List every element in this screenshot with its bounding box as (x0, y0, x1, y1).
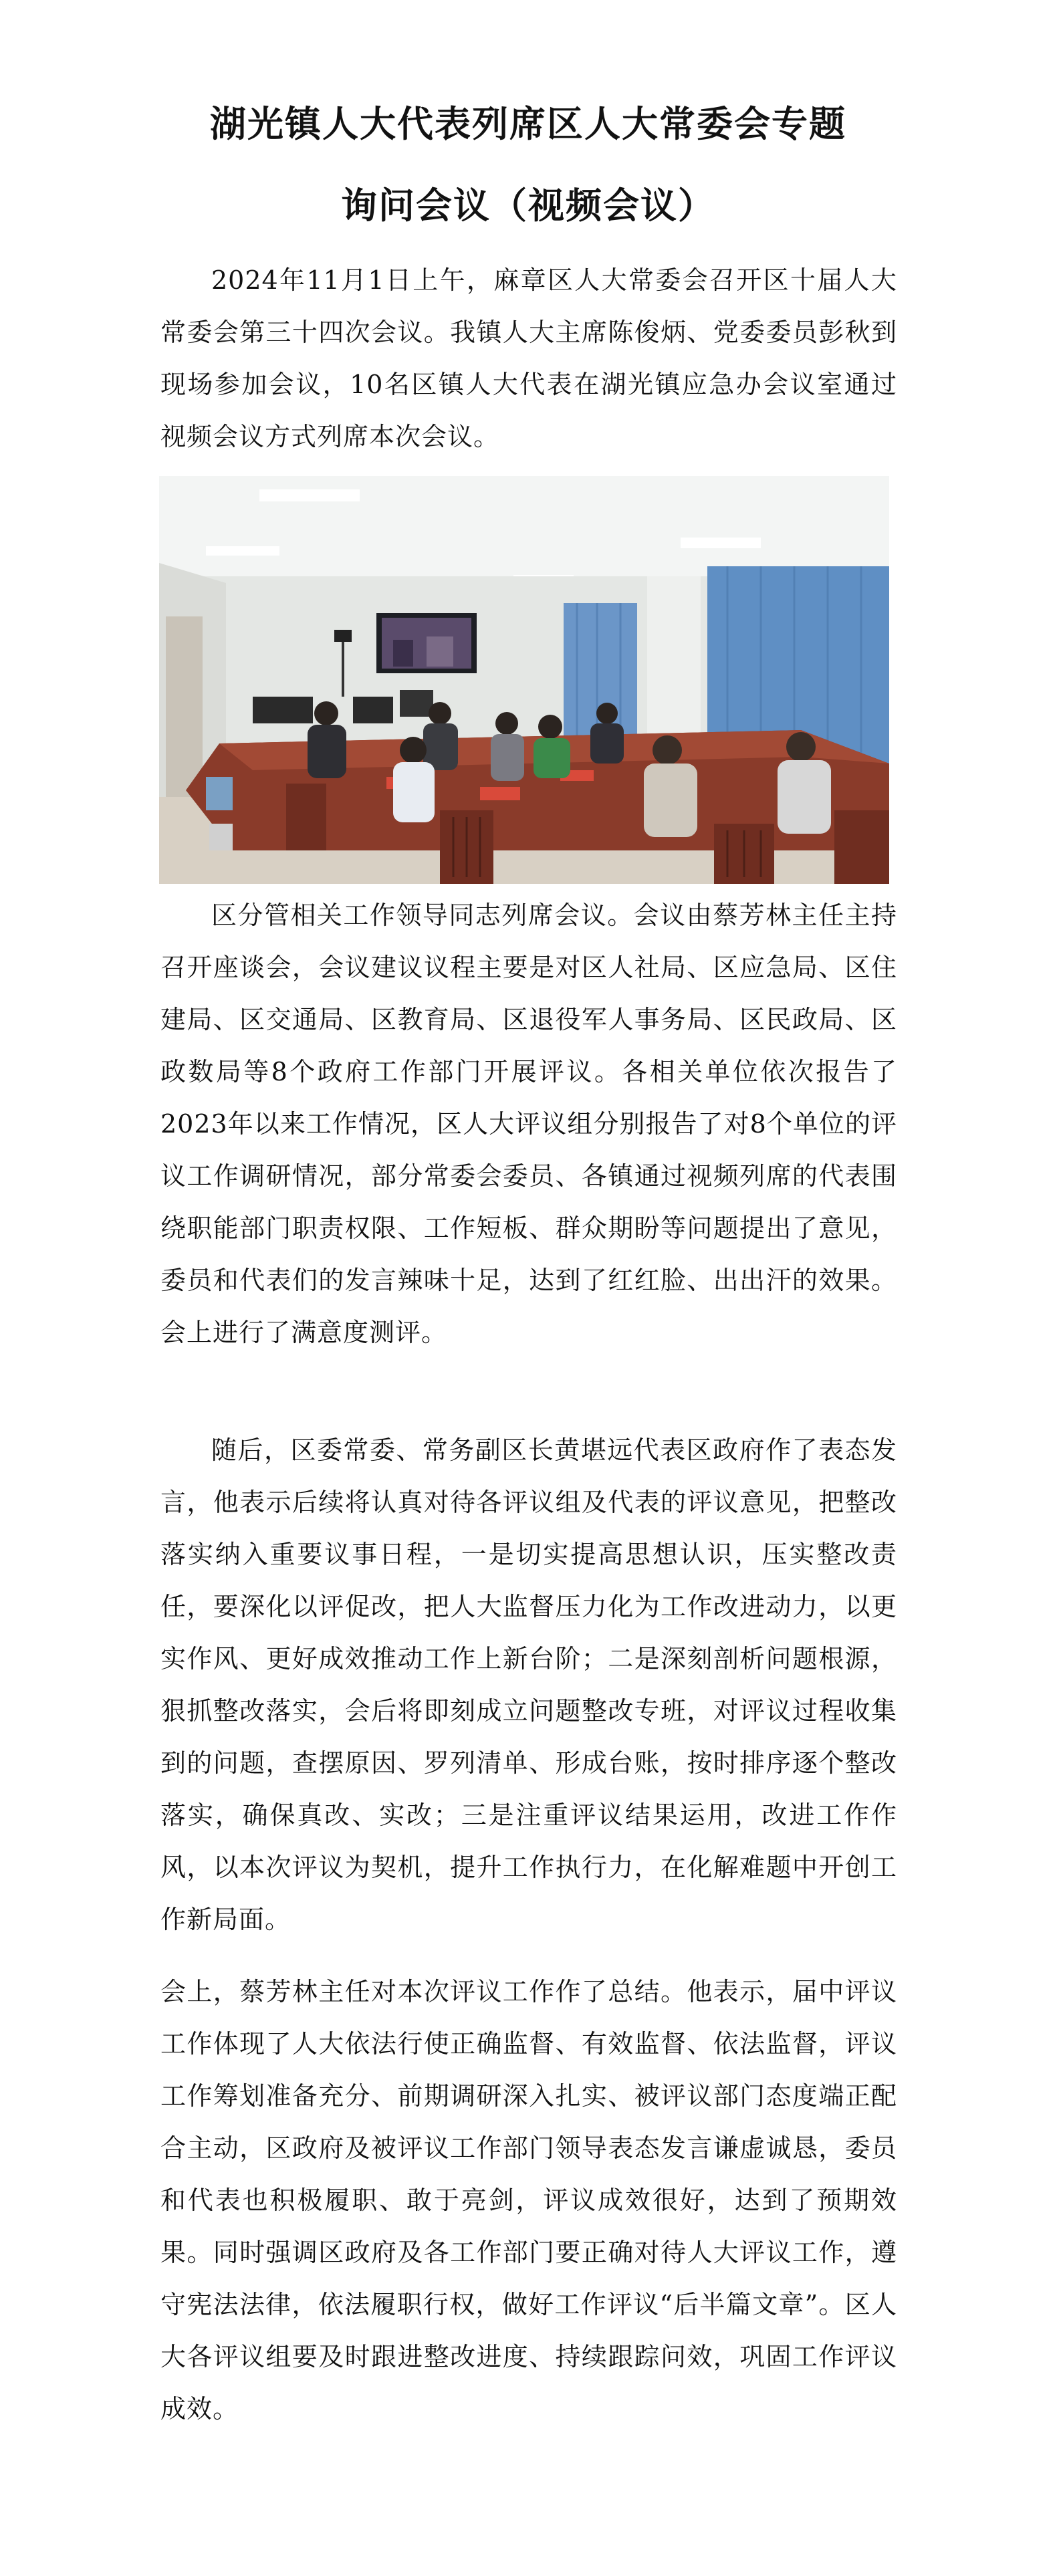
article-title-line-1: 湖光镇人大代表列席区人大常委会专题 (210, 102, 846, 145)
paragraph-1: 2024年11月1日上午，麻章区人大常委会召开区十届人大常委会第三十四次会议。我镇人大主席陈俊炳、党委委员彭秋到现场参加会议，10名区镇人大代表在湖光镇应急办会议室通过视频会议方式列席本次会议。 (160, 265, 897, 451)
meeting-room-illustration (159, 476, 889, 884)
paragraph-2: 区分管相关工作领导同志列席会议。会议由蔡芳林主任主持召开座谈会，会议建议议程主要是对区人社局、区应急局、区住建局、区交通局、区教育局、区退役军人事务局、区民政局、区政数局等8个政府工作部门开展评议。各相关单位依次报告了2023年以来工作情况，区人大评议组分别报告了对8个单位的评议工作调研情况，部分常委会委员、各镇通过视频列席的代表围绕职能部门职责权限、工作短板、群众期盼等问题提出了意见，委员和代表们的发言辣味十足，达到了红红脸、出出汗的效果。会上进行了满意度测评。 (160, 901, 897, 1347)
meeting-photo (159, 476, 889, 884)
article-title-line-2: 询问会议（视频会议） (341, 184, 715, 227)
paragraph-3: 随后，区委常委、常务副区长黄堪远代表区政府作了表态发言，他表示后续将认真对待各评议组及代表的评议意见，把整改落实纳入重要议事日程，一是切实提高思想认识，压实整改责任，要深化以评促改，把人大监督压力化为工作改进动力，以更实作风、更好成效推动工作上新台阶；二是深刻剖析问题根源，狠抓整改落实，会后将即刻成立问题整改专班，对评议过程收集到的问题，查摆原因、罗列清单、形成台账，按时排序逐个整改落实，确保真改、实改；三是注重评议结果运用，改进工作作风，以本次评议为契机，提升工作执行力，在化解难题中开创工作新局面。 (160, 1435, 897, 1934)
paragraph-4: 会上，蔡芳林主任对本次评议工作作了总结。他表示，届中评议工作体现了人大依法行使正确监督、有效监督、依法监督，评议工作筹划准备充分、前期调研深入扎实、被评议部门态度端正配合主动，区政府及被评议工作部门领导表态发言谦虚诚恳，委员和代表也积极履职、敢于亮剑，评议成效很好，达到了预期效果。同时强调区政府及各工作部门要正确对待人大评议工作，遵守宪法法律，依法履职行权，做好工作评议“后半篇文章”。区人大各评议组要及时跟进整改进度、持续跟踪问效，巩固工作评议成效。 (160, 1977, 897, 2424)
